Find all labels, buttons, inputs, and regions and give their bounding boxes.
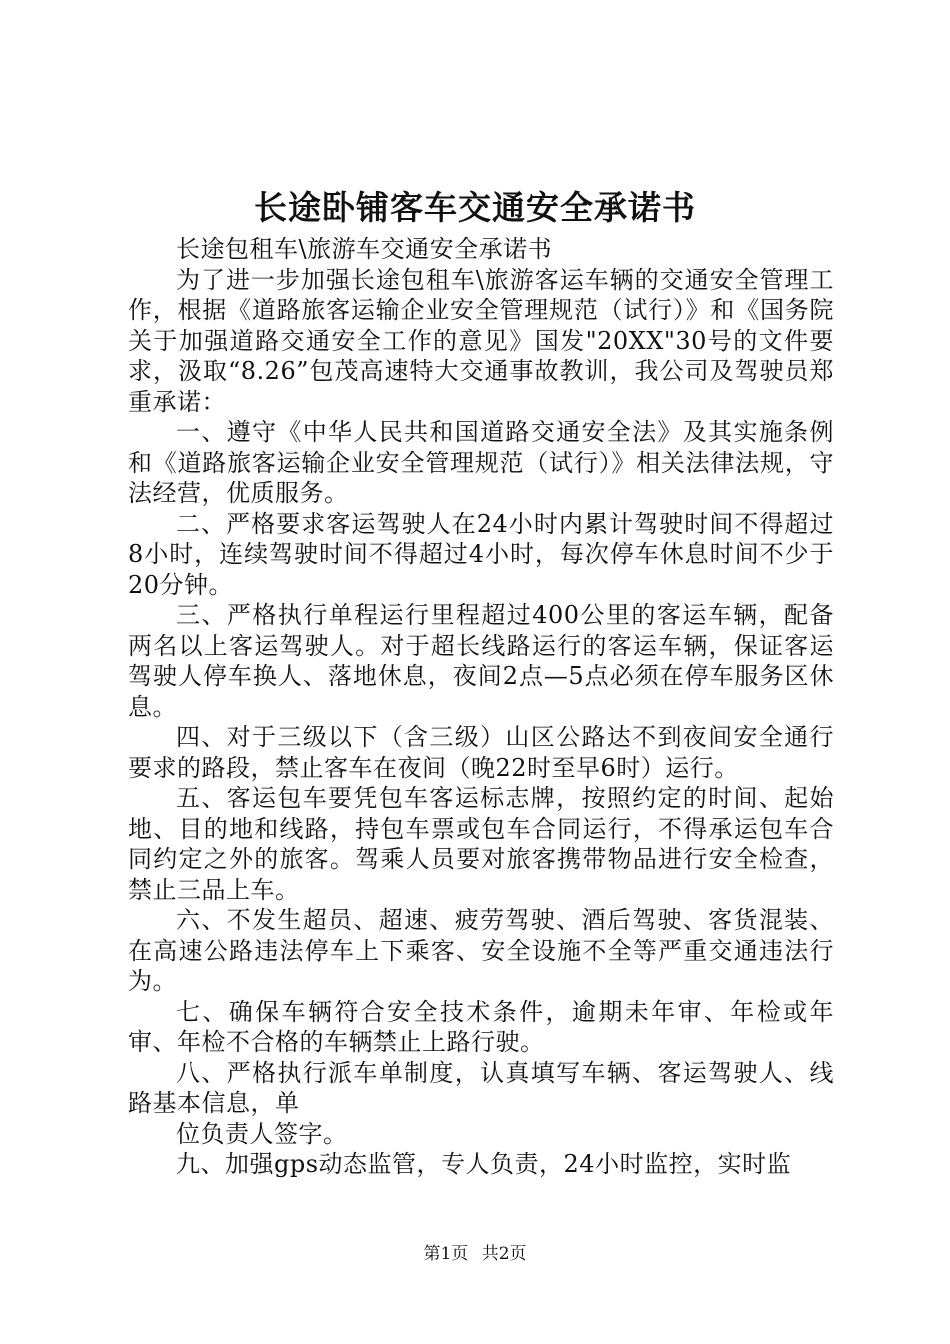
clause-2: 二、严格要求客运驾驶人在24小时内累计驾驶时间不得超过8小时，连续驾驶时间不得超过4小时，每次停车休息时间不少于20分钟。 — [128, 509, 834, 599]
page-number: 第1页 — [423, 1244, 469, 1264]
document-body — [128, 234, 834, 1180]
clause-4: 四、对于三级以下（含三级）山区公路达不到夜间安全通行要求的路段，禁止客车在夜间（晚22时至早6时）运行。 — [128, 723, 834, 782]
clause-1: 一、遵守《中华人民共和国道路交通安全法》及其实施条例和《道路旅客运输企业安全管理规范（试行）》相关法律法规，守法经营，优质服务。 — [128, 418, 834, 507]
clause-3: 三、严格执行单程运行里程超过400公里的客运车辆，配备两名以上客运驾驶人。对于超长线路运行的客运车辆，保证客运驾驶人停车换人、落地休息，夜间2点—5点必须在停车服务区休息。 — [128, 601, 834, 721]
page-total: 共2页 — [481, 1244, 527, 1264]
clause-5: 五、客运包车要凭包车客运标志牌，按照约定的时间、起始地、目的地和线路，持包车票或包车合同运行，不得承运包车合同约定之外的旅客。驾乘人员要对旅客携带物品进行安全检查，禁止三品上车。 — [128, 784, 834, 904]
clause-6: 六、不发生超员、超速、疲劳驾驶、酒后驾驶、客货混装、在高速公路违法停车上下乘客、安全设施不全等严重交通违法行为。 — [128, 906, 834, 995]
clause-7: 七、确保车辆符合安全技术条件，逾期未年审、年检或年审、年检不合格的车辆禁止上路行驶。 — [128, 997, 834, 1056]
clause-9: 九、加强gps动态监管，专人负责，24小时监控，实时监 — [176, 1150, 792, 1178]
page-footer — [0, 1242, 950, 1266]
document-title: 长途卧铺客车交通安全承诺书 — [254, 188, 696, 227]
intro-paragraph: 为了进一步加强长途包租车\旅游客运车辆的交通安全管理工作，根据《道路旅客运输企业安全管理规范（试行）》和《国务院关于加强道路交通安全工作的意见》国发"20XX"30号的文件要求，汲取“8.26”包茂高速特大交通事故教训，我公司及驾驶员郑重承诺： — [128, 265, 834, 416]
clause-8: 八、严格执行派车单制度，认真填写车辆、客运驾驶人、线路基本信息，单 — [128, 1058, 834, 1117]
subtitle-paragraph: 长途包租车\旅游车交通安全承诺书 — [176, 235, 553, 263]
clause-8-continued: 位负责人签字。 — [176, 1119, 348, 1148]
